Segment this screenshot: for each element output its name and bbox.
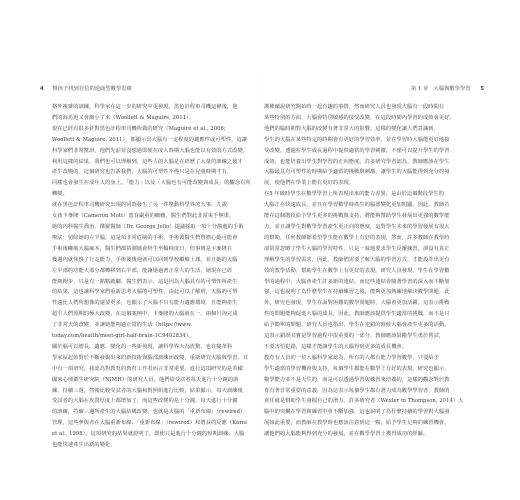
body-text-line: 幾週內就恢復了行走能力，手術後幾週就可以回到學校繼續上課，並且她的大腦 xyxy=(52,256,238,263)
body-text-line: 了非常大的改變，並讓她能夠過正常的生活（https://www. xyxy=(52,322,193,329)
right-page-header xyxy=(262,84,484,92)
body-text-line: 關於腦可以增長、適應、變化的一些新發現，讓科學界大為震驚，也在變革科 xyxy=(52,343,233,350)
body-text-line: 在5 年級時學生在數學學習上所表現出來的能力差異，是由於這個階段學生的 xyxy=(264,191,445,198)
page-gutter xyxy=(259,70,260,440)
body-text-line: 強，這也說明了為什麼學生在持續練習之後，能夠更加熟練地解決數學問題。此 xyxy=(264,289,450,296)
body-text-line: 育有著非常重要的意義，因為這表示每個學生都有潛力成為數學學習者，教師的 xyxy=(264,387,450,394)
body-text-line: 中有一項研究，我認為對教育的教育工作者而言非常重要。進行這項研究的是英國 xyxy=(52,365,243,372)
body-text-line: 給予簡單的問題。研究人員也指出，學生在犯錯的時候大腦會產生更多的活動， xyxy=(264,322,450,329)
body-text-line: 也能快速產生出新的變化。 xyxy=(52,442,116,449)
body-text-line: 能夠跑步，只是有一點點跛腳，醫生們表示，這是因為大腦具有的可塑性所產生 xyxy=(52,278,238,285)
left-page-header xyxy=(40,84,258,92)
right-page-number: 5 xyxy=(480,86,484,92)
body-text-line: 科學家們非常驚訝，他們先前並沒想過即便在成人時期大腦也能以有效的方式改變， xyxy=(52,147,249,154)
body-text-line: 某些特別的方面，大腦會特別敏感的接受改變，在這段時間內學習的成效會更好。 xyxy=(264,114,455,121)
body-text-line: 手術後癱瘓大腦麻木，醫生們都猜測她會終生坐輪椅度日，但事實是卡麥隆在 xyxy=(52,245,233,252)
left-page-number: 4 xyxy=(40,86,44,92)
body-text-line: 國家心理衛生研究院（NIMH）的研究人員，他們給受試者每天進行十分鐘的訓 xyxy=(52,376,239,383)
body-text-line: 們的海馬迴又會縮小了來（Woollett & Maguire, 2011）。 xyxy=(52,114,195,121)
body-text-line: 療法：切除她的左半腦，這是項非常危險的手術，手術後醫生們曾擔心她可能會 xyxy=(52,234,238,241)
body-text-line: 女孩卡麥隆（Cameron Mott）患有嚴重的癲癇，醫生們對此非常束手無策， xyxy=(52,213,235,220)
body-text-line: 學生適當的學習機會與支持，每個學生都能在數學上有好的表現。研究也顯示， xyxy=(264,365,450,372)
body-text-line: 學家區起始對於不斷發掘出來的新技術與腦部訓練而改變，重新研究大腦與學習。其 xyxy=(52,354,249,361)
body-text-line: 教育有人員的一位大腦科學家認為，所有的人都有能力學習數學，只要給予 xyxy=(264,354,439,361)
body-text-line: 產生改變的。這個研究也告訴我們，大腦的可塑性不僅只是在兒童時期才有， xyxy=(52,169,233,176)
body-text-line: 受試者的大腦在皮質厚度上都增加了，而這些改變的是十分鐘，每天進行十分鐘 xyxy=(52,398,238,405)
body-text-line: 性遠比人們所想像的還要更多，也顯示了大腦不只有能力適應環境，且能夠產生 xyxy=(52,300,238,307)
body-text-line: 轉變。 xyxy=(52,191,68,198)
body-text-line: 她的內科醫生喬治．傑羅醫師（Dr. George Jello）提議採取一項十分激進的手術 xyxy=(52,223,244,230)
right-page-body xyxy=(264,102,477,440)
body-text-line: 現在已經有很多針對黑色計程車司機所做的研究（Maguire et al., 2006; xyxy=(52,125,226,132)
body-text-line: 就在黑色計程車司機研究出現的同時發生了另一件驚動科學界的大事，九歲 xyxy=(52,202,227,209)
body-text-line: 力，並且讓學生對數學學習產生更正向的態度，這對學生未來的學習發展有很大 xyxy=(264,223,450,230)
body-text-line: 的幫助。任何教師都希望學生能在數學上有好的表現，然而，許多教師在教學時 xyxy=(264,234,450,241)
body-text-line: 能在這個階段給予學生更多的挑戰與支持，將能夠幫助學生發展出更強的數學能 xyxy=(264,213,450,220)
body-text-line: 受改變。透過在學生成長過程中提供適當的學習刺激，不僅可以提升學生的學習 xyxy=(264,147,450,154)
body-text-line: 效的教學活動，幫助學生在數學上有更好的表現。研究人員發現，學生在學習數 xyxy=(264,267,450,274)
body-text-line: 學生的大腦在某些特定的時期會有更好的學習效率，並在學習時大腦能更好地接 xyxy=(264,136,450,143)
body-text-line: 外，研究也發現，學生在面對困難的數學問題時，大腦會更加活躍，這表示挑戰 xyxy=(264,300,450,307)
body-text-line: 格外複雜的訓練，科學家在這一步的研究中更發現，黑色計程車司機這條後，他 xyxy=(52,104,238,110)
body-text-line: 同樣也會發生在成年人的身上。「能力」以及「大腦也有可能改變與成長」的觀念有所 xyxy=(52,180,251,187)
body-text-line: 卻常常忽略了學生大腦的學習特性，只是一味地要求學生反覆練習，卻沒有真正 xyxy=(264,245,450,252)
body-text-line: 的結果，這也讓科學家們重新思考大腦的可塑性，由此可以了解到，大腦的可塑 xyxy=(52,289,238,296)
body-text-line: et al., 1998）。這項研究的結果就證明了，即使只是進行十分鐘的短期訓練，大腦 xyxy=(52,431,245,438)
body-text-line: 讓他們的大腦能夠得到充分的發展，並在數學學習上獲得成功的經驗。 xyxy=(264,431,429,438)
left-running-head: 幫孩子找到自信的逆商型數學思維 xyxy=(52,86,132,92)
right-running-head: 第 1 章 大腦與數學學習 xyxy=(410,86,471,92)
body-text-line: Woollett & Maguire, 2011），都顯示出大腦有一定程度的適應性或可塑性。這讓 xyxy=(52,136,248,143)
body-text-line: 這表示錯誤其實是學習過程中很重要的一部分，教師應該鼓勵學生勇於嘗試， xyxy=(264,333,445,340)
body-text-line: 他們的腦時期對大腦的改變有著非常大的影響。這樣的變化讓人們意識到， xyxy=(264,125,439,132)
body-text-line: 數學能力並不是天生的，而是可以透過學習與練習來培養的，這樣的觀念對於教 xyxy=(264,376,450,383)
body-text-line: 護佛續說研究開始時一起有趣的事情，然而研究人員也發現大腦有一段時間在 xyxy=(264,104,445,110)
body-text-line: 性的問題能夠促進大腦的成長，因此，教師應該提供學生適當的挑戰，而不是只 xyxy=(264,311,450,318)
body-text-line: 的訓練，持續三週所產生的大腦結構改變，也就是大腦的「重新布線」（rewired） xyxy=(52,409,246,416)
body-text-line: 大腦最具有可塑性的時期給予適當的挑戰與刺激，讓學生的大腦能得到充分的發 xyxy=(264,169,450,176)
body-text-line: 超乎人們預期的極大改變，在這個案例中，卡麥隆的大腦就在一、兩個月內完成 xyxy=(52,311,238,318)
body-text-line: 學的過程中，大腦會產生許多新的連結，而這些連結會隨著學習的深入而不斷加 xyxy=(264,278,450,285)
body-text-line: 責任就是幫助學生發掘自己的潛力。許多研究者（Wexler in Thompson, 2014）大 xyxy=(264,398,464,405)
body-text-line: 展，使他們在學業上能有更好的表現。 xyxy=(264,180,355,187)
body-text-line: 腦中的突觸在學習與練習中會不斷加強，這也說明了為什麼持續的學習對大腦發 xyxy=(264,409,450,416)
body-text-line: 左半部的功能大部分都轉移到右半部，能讓她過著正常人的生活，她現在已經 xyxy=(52,267,233,274)
body-text-line: 利用這樣的結果，我們也可以理解到，這些人的大腦是在經歷了大量的訓練之後才 xyxy=(52,158,243,165)
body-text-line: 成效，也能培養出學生對學習的正向態度。許多研究學者認為，教師應該在學生 xyxy=(264,158,450,165)
body-text-line: 展如此重要，而教師在教學時也應該注意到這一點，給予學生足夠的練習機會， xyxy=(264,420,450,427)
body-text-line: 不要害怕犯錯，這樣才能讓學生的大腦得到更多的成長機會。 xyxy=(264,343,408,350)
body-text-line: 管理，這些參與者在大腦重新布線、「重新布線」（rewired）和增長的反應（Karni xyxy=(52,420,248,427)
body-text-line: 大腦正在快速成長，並且在學習數學時產生的腦部變化更加明顯，因此，教師若 xyxy=(264,202,450,209)
left-page-body xyxy=(52,102,256,451)
body-text-line: 理解學生的學習需求，因此，教師們需要了解大腦的學習方式，才能設計出更有 xyxy=(264,256,450,263)
body-text-line: today.com/health/meet-girl-half-brain-1C9402834）。 xyxy=(52,333,194,340)
body-text-line: 練，持續三週，然後比較受試者的大腦和對照組進行比較，結果顯示，每天訓練後 xyxy=(52,387,243,394)
